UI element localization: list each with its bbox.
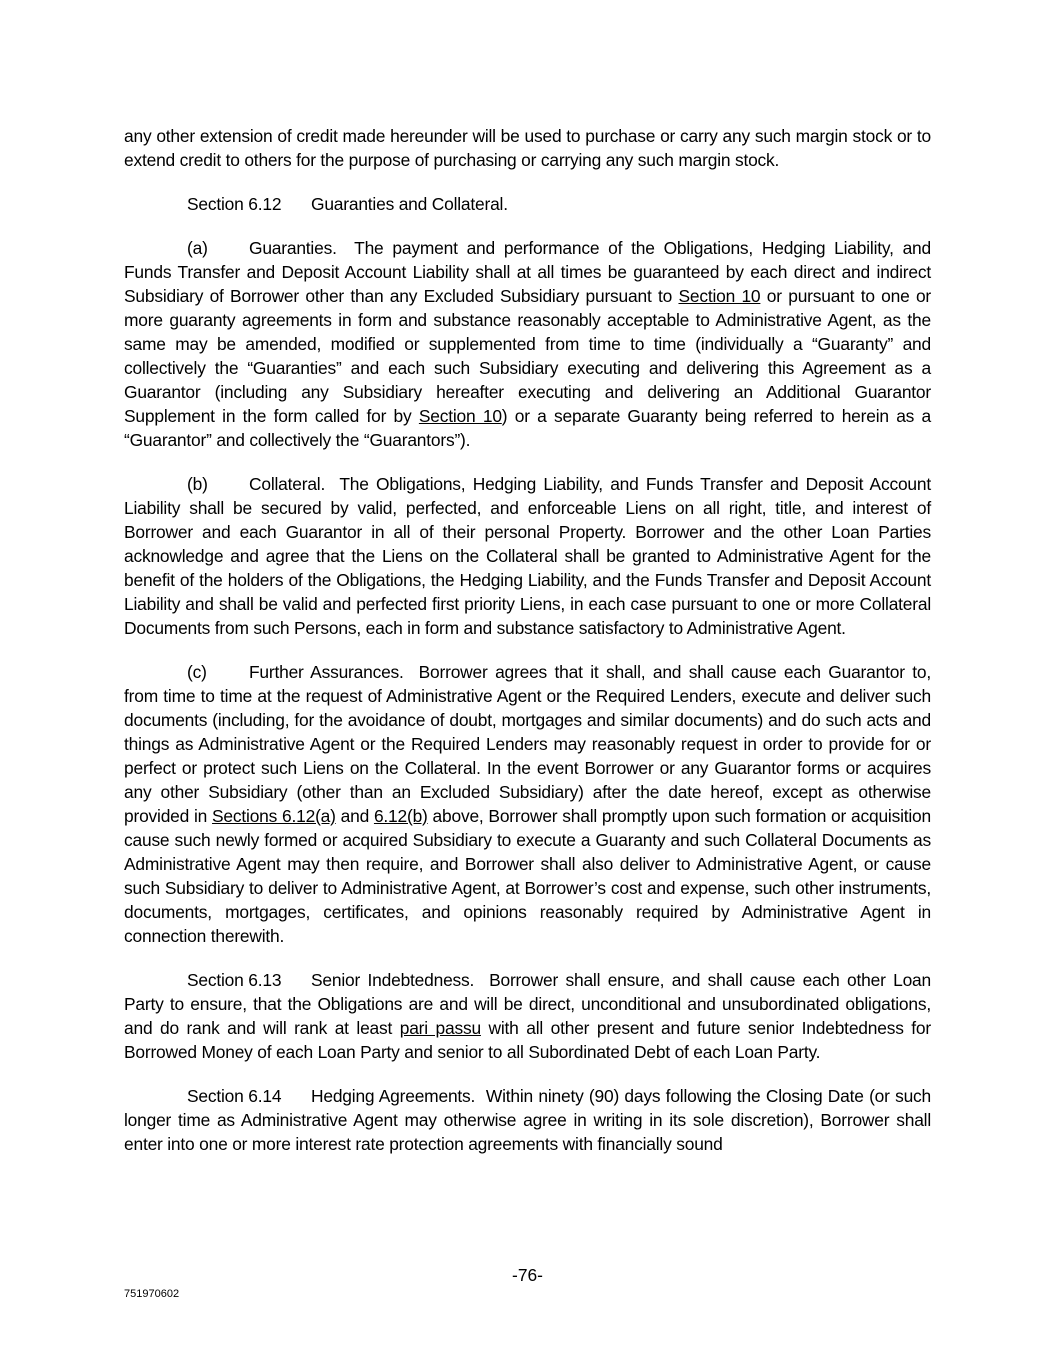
section-title: Hedging Agreements. <box>311 1086 476 1106</box>
page-number: -76- <box>512 1265 543 1285</box>
cross-reference: Sections 6.12(a) <box>212 806 336 826</box>
section-number: Section 6.12 <box>187 194 282 214</box>
section-number: Section 6.14 <box>187 1086 282 1106</box>
section-6-12-heading <box>124 192 931 216</box>
section-6-14: Section 6.14 Hedging Agreements. Within ninety (90) days following the Closing Date (or such longer time as Administrative Agent may otherwise agree in writing in its sole discretion), Borrower shall enter into one or more interest rate protection agreements with financially sound <box>124 1086 932 1154</box>
section-title: Guaranties and Collateral. <box>311 194 508 214</box>
paragraph-heading: Collateral. <box>249 474 326 494</box>
intro-paragraph: any other extension of credit made hereunder will be used to purchase or carry any such margin stock or to extend credit to others for the purpose of purchasing or carrying any such margin stock. <box>124 126 931 170</box>
paragraph-heading: Further Assurances. <box>249 662 404 682</box>
document-id: 751970602 <box>124 1288 180 1300</box>
paragraph-a: (a) Guaranties. The payment and performance of the Obligations, Hedging Liability, and Funds Transfer and Deposit Account Liability shall at all times be guaranteed by each direct and indirect Subsidiary of Borrower other than any Excluded Subsidiary pursuant to Section 10 or pursuant to one or more guaranty agreements in form and substance reasonably acceptable to Administrative Agent, as the same may be amended, modified or supplemented from time to time (individually a “Guaranty” and collectively the “Guaranties” and each such Subsidiary executing and delivering this Agreement as a Guarantor (including any Subsidiary hereafter executing and delivering an Additional Guarantor Supplement in the form called for by Section 10) or a separate Guaranty being referred to herein as a “Guarantor” and collectively the “Guarantors”). <box>124 238 932 450</box>
section-number: Section 6.13 <box>187 970 282 990</box>
paragraph-c: (c) Further Assurances. Borrower agrees that it shall, and shall cause each Guarantor to, from time to time at the request of Administrative Agent or the Required Lenders, execute and deliver such documents (including, for the avoidance of doubt, mortgages and similar documents) and do such acts and things as Administrative Agent or the Required Lenders may reasonably request in order to provide for or perfect or protect such Liens on the Collateral. In the event Borrower or any Guarantor forms or acquires any other Subsidiary (other than an Excluded Subsidiary) after the date hereof, except as otherwise provided in Sections 6.12(a) and 6.12(b) above, Borrower shall promptly upon such formation or acquisition cause such newly formed or acquired Subsidiary to execute a Guaranty and such Collateral Documents as Administrative Agent may then require, and Borrower shall also deliver to Administrative Agent, or cause such Subsidiary to deliver to Administrative Agent, at Borrower’s cost and expense, such other instruments, documents, mortgages, certificates, and opinions reasonably required by Administrative Agent in connection therewith. <box>124 662 931 946</box>
section-6-13: Section 6.13 Senior Indebtedness. Borrower shall ensure, and shall cause each other Loan Party to ensure, that the Obligations are and will be direct, unconditional and unsubordinated obligations, and do rank and will rank at least pari passu with all other present and future senior Indebtedness for Borrowed Money of each Loan Party and senior to all Subordinated Debt of each Loan Party. <box>124 970 932 1062</box>
paragraph-label: (a) <box>187 238 208 258</box>
cross-reference: Section 10 <box>678 286 761 306</box>
cross-reference: 6.12(b) <box>373 806 428 826</box>
paragraph-heading: Guaranties. <box>249 238 337 258</box>
paragraph-label: (b) <box>187 474 208 494</box>
paragraph-label: (c) <box>187 662 207 682</box>
cross-reference: Section 10 <box>418 406 502 426</box>
latin-term: pari passu <box>399 1018 481 1038</box>
section-title: Senior Indebtedness. <box>311 970 475 990</box>
paragraph-b: (b) Collateral. The Obligations, Hedging Liability, and Funds Transfer and Deposit Account Liability shall be secured by valid, perfected, and enforceable Liens on all right, title, and interest of Borrower and each Guarantor in all of their personal Property. Borrower and the other Loan Parties acknowledge and agree that the Liens on the Collateral shall be granted to Administrative Agent for the benefit of the holders of the Obligations, the Hedging Liability, and the Funds Transfer and Deposit Account Liability and shall be valid and perfected first priority Liens, in each case pursuant to one or more Collateral Documents from such Persons, each in form and substance satisfactory to Administrative Agent. <box>124 474 931 638</box>
document-body <box>124 124 931 1156</box>
